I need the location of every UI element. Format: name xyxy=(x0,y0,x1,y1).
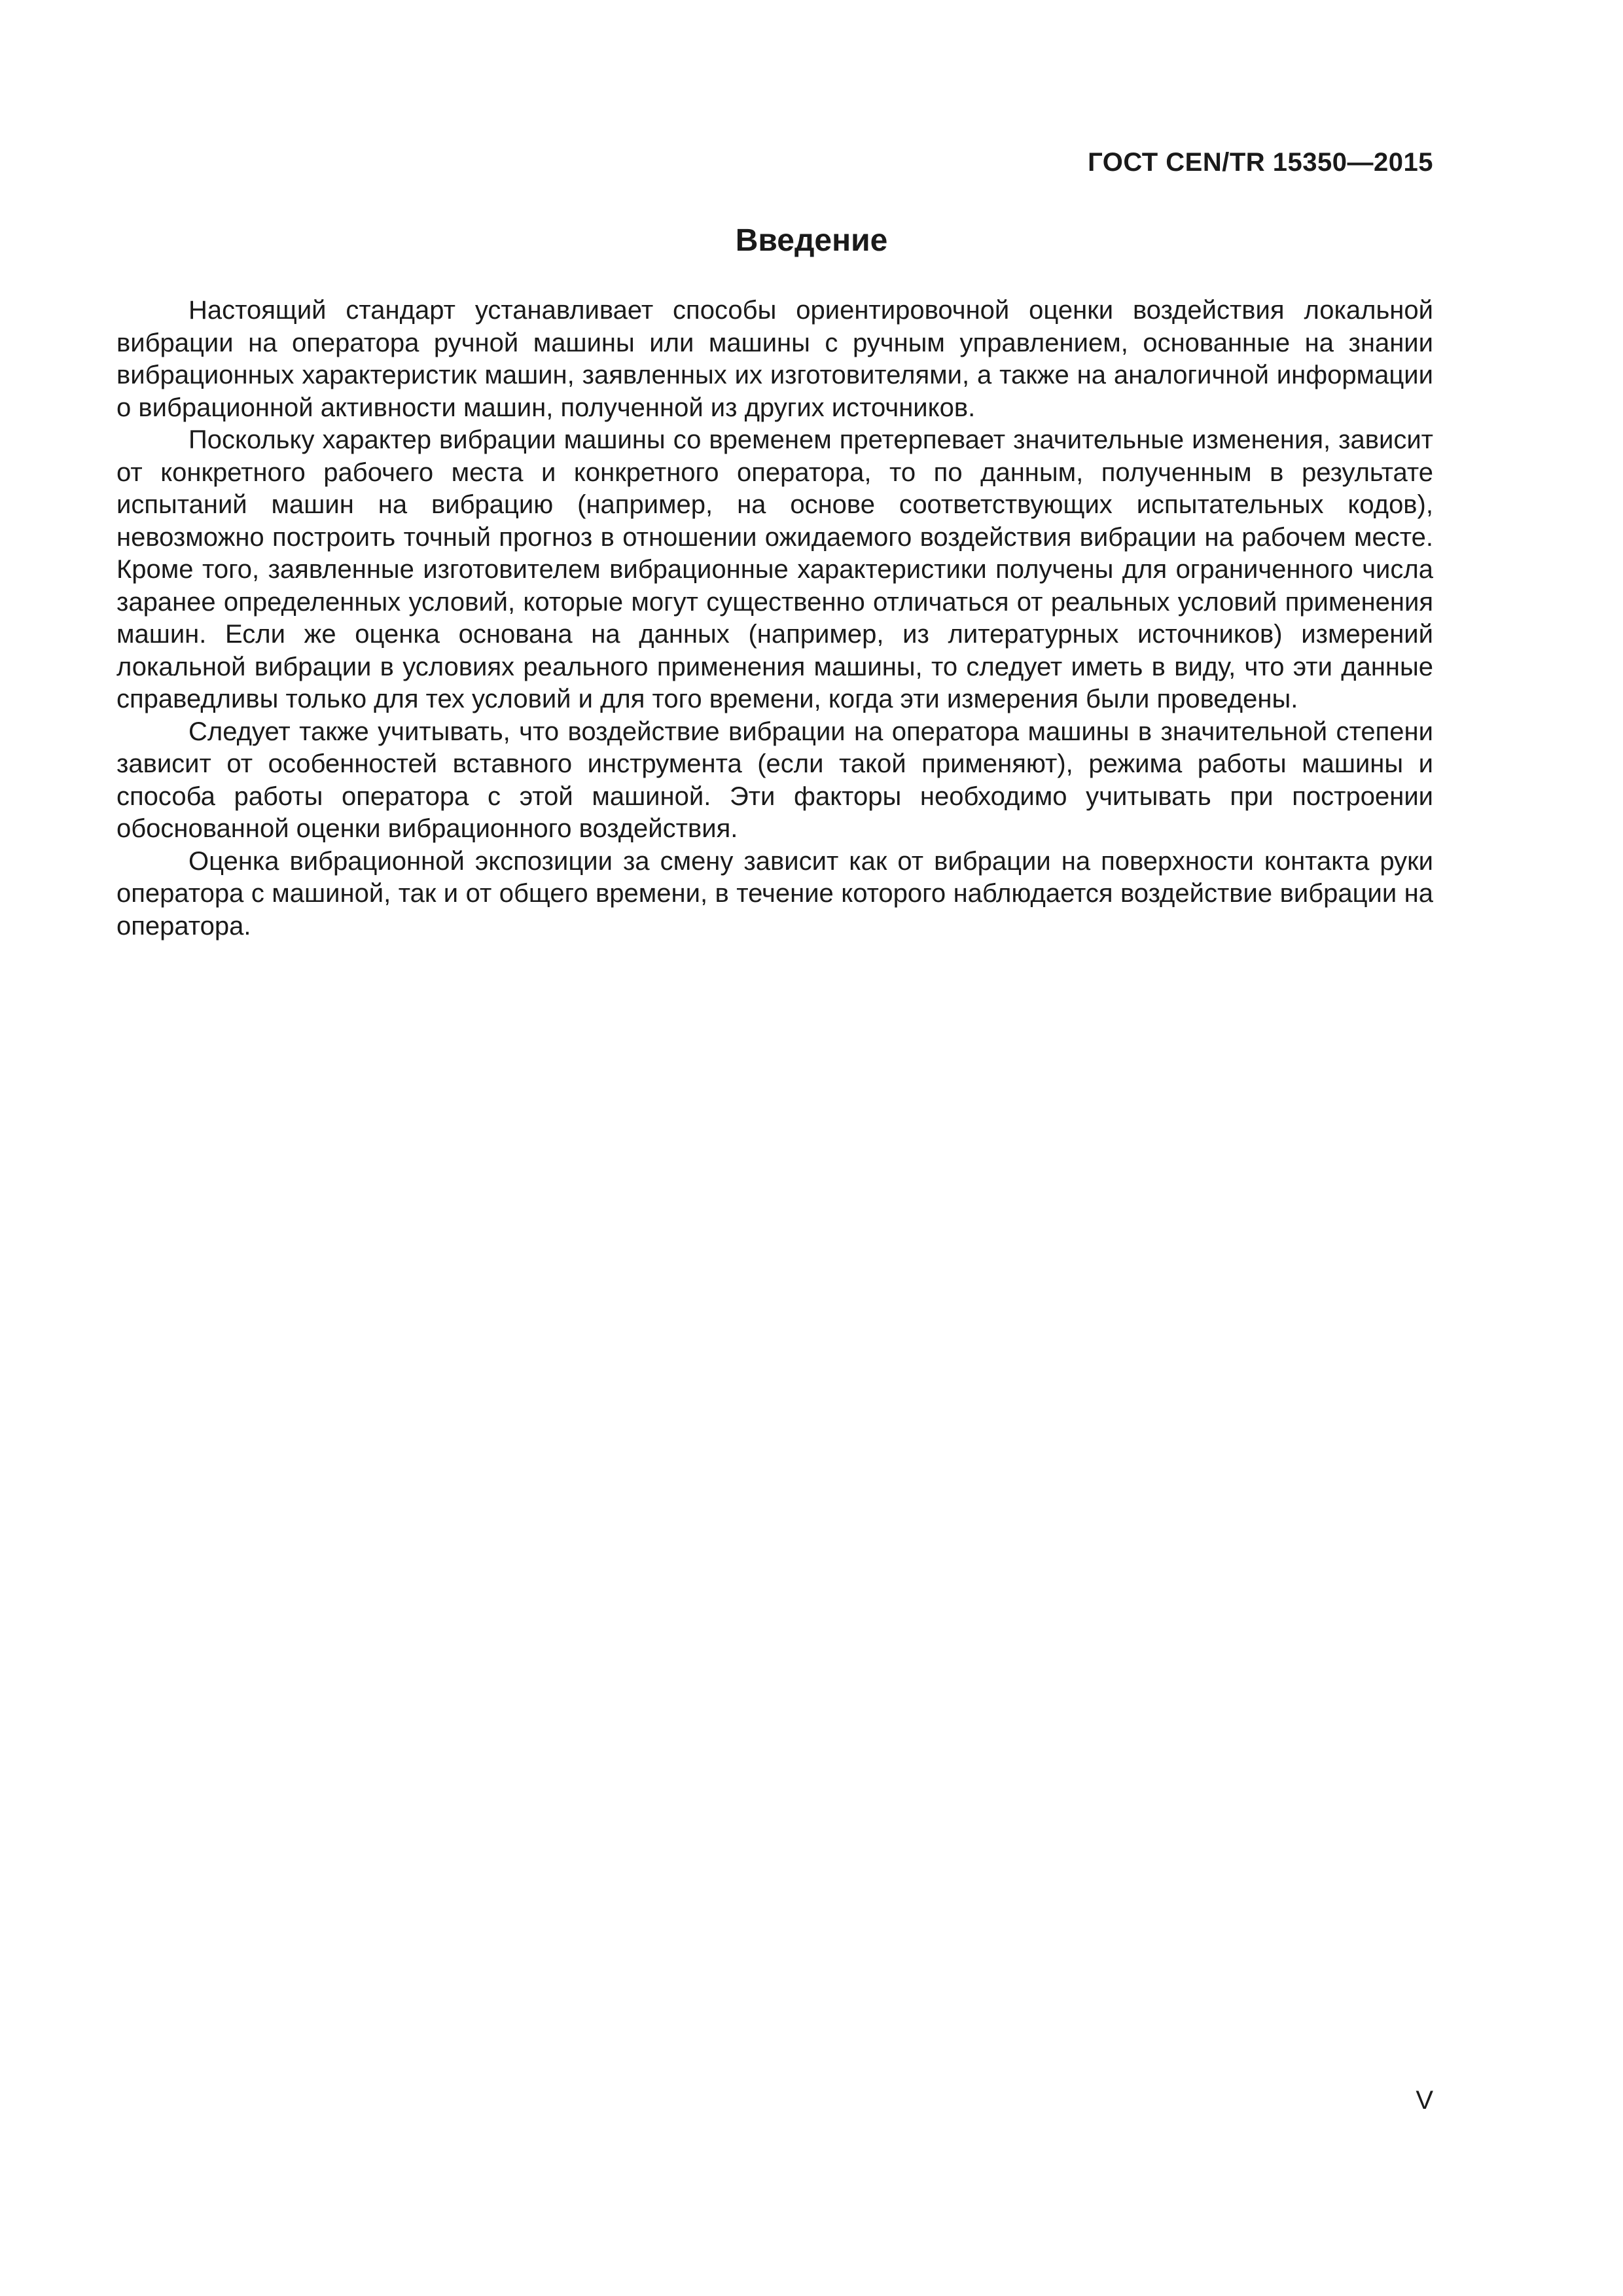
paragraph-4: Оценка вибрационной экспозиции за смену зависит как от вибрации на поверхности контакта руки оператора с машиной, так и от общего времени, в течение которого наблюдается воздействие вибрации на оператора. xyxy=(116,846,1433,941)
body-text xyxy=(116,295,1433,942)
section-title: Введение xyxy=(735,223,888,258)
paragraph-2: Поскольку характер вибрации машины со временем претерпевает значительные изменения, зависит от конкретного рабочего места и конкретного оператора, то по данным, полученным в результате испытаний машин на вибрацию (например, на основе соответствующих испытательных кодов), невозможно построить точный прогноз в отношении ожидаемого воздействия вибрации на рабочем месте. Кроме того, заявленные изготовителем вибрационные характеристики получены для ограниченного числа заранее определенных условий, которые могут существенно отличаться от реальных условий применения машин. Если же оценка основана на данных (например, из литературных источников) измерений локальной вибрации в условиях реального применения машины, то следует иметь в виду, что эти данные справедливы только для тех условий и для того времени, когда эти измерения были проведены. xyxy=(116,425,1433,713)
paragraph-3: Следует также учитывать, что воздействие вибрации на оператора машины в значительной степени зависит от особенностей вставного инструмента (если такой применяют), режима работы машины и способа работы оператора с этой машиной. Эти факторы необходимо учитывать при построении обоснованной оценки вибрационного воздействия. xyxy=(116,717,1433,843)
page-number: V xyxy=(1416,2086,1433,2115)
paragraph-1: Настоящий стандарт устанавливает способы ориентировочной оценки воздействия локальной вибрации на оператора ручной машины или машины с ручным управлением, основанные на знании вибрационных характеристик машин, заявленных их изготовителями, а также на аналогичной информации о вибрационной активности машин, полученной из других источников. xyxy=(116,296,1433,422)
document-code: ГОСТ CEN/TR 15350—2015 xyxy=(1088,148,1433,177)
